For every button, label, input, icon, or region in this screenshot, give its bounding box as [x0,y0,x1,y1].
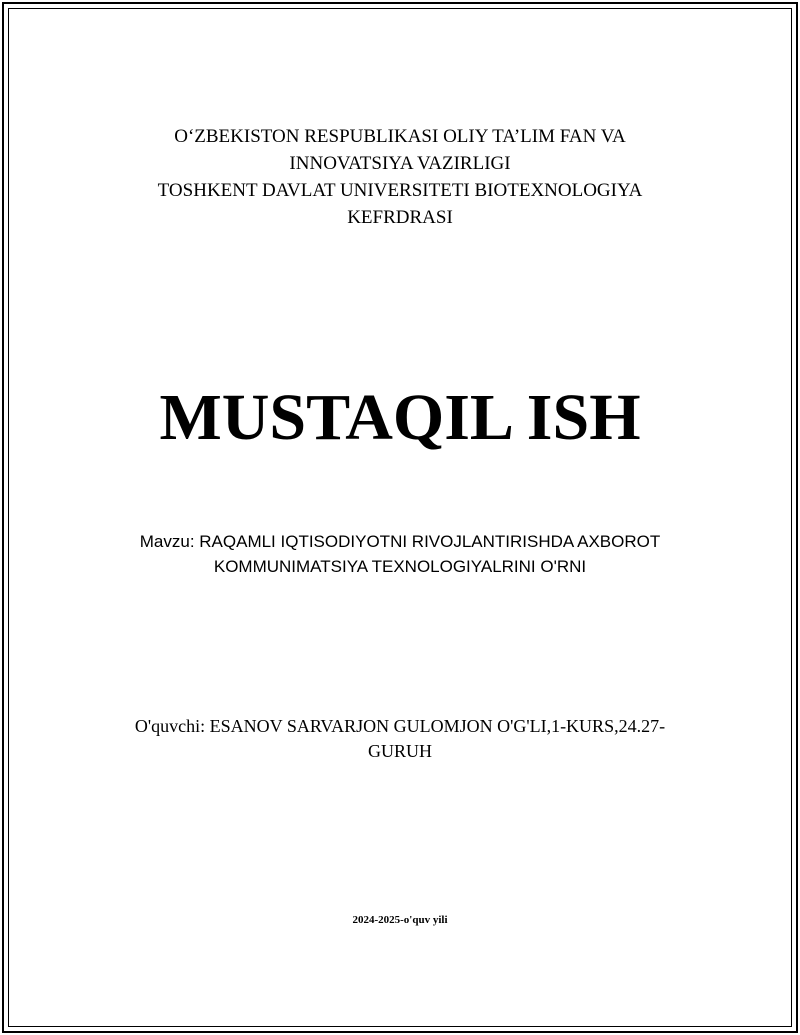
student-line-1: O'quvchi: ESANOV SARVARJON GULOMJON O'G'LI,1-KURS,24.27- [134,716,666,736]
student-line-2: GURUH [367,741,432,761]
student-section [0,714,800,764]
document-title: MUSTAQIL ISH [159,381,641,454]
ministry-header [0,123,800,231]
topic-line-2: KOMMUNIMATSIYA TEXNOLOGIYALRINI O'RNI [213,557,587,576]
academic-year: 2024-2025-o'quv yili [352,914,448,926]
topic-line-1: Mavzu: RAQAMLI IQTISODIYOTNI RIVOJLANTIRISHDA AXBOROT [139,532,661,551]
header-line-4: KEFRDRASI [347,207,453,228]
header-line-3: TOSHKENT DAVLAT UNIVERSITETI BIOTEXNOLOGIYA [157,180,643,201]
header-line-1: O‘ZBEKISTON RESPUBLIKASI OLIY TA’LIM FAN VA [174,126,626,147]
topic-section [0,529,800,579]
header-line-2: INNOVATSIYA VAZIRLIGI [289,153,511,174]
